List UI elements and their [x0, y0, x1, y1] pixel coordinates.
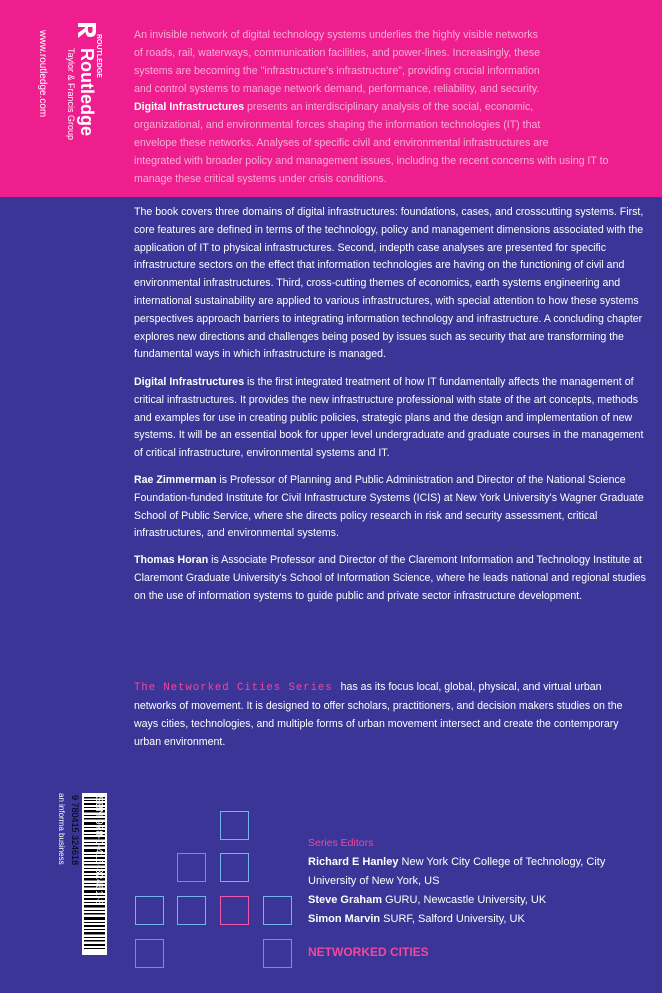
editor-entry: Steve Graham GURU, Newcastle University, UK [308, 894, 547, 906]
series-name: The Networked Cities Series [134, 682, 333, 694]
paragraph-author-horan: Thomas Horan is Associate Professor and Director of the Claremont Information and Technology Institute at Claremont Graduate University's School of Information Science, where he leads national and regional studies on the use of information systems to guide public and private sector infrastructure development. [134, 554, 646, 602]
series-description: The Networked Cities Series has as its focus local, global, physical, and virtual urban networks of movement. It is designed to offer scholars, practitioners, and decision makers studies on the ways cities, technologies, and multiple forms of urban movement intersect and create the contemporary urban environment. [134, 681, 623, 748]
motif-square [263, 939, 292, 968]
motif-square [220, 853, 249, 882]
intro-bold-title: Digital Infrastructures [134, 101, 245, 113]
motif-square [135, 939, 164, 968]
series-editors-heading: Series Editors [308, 837, 374, 849]
series-editors [308, 834, 648, 929]
editor-entry: Richard E Hanley New York City College of Technology, City University of New York, US [308, 856, 606, 887]
paragraph-treatment: Digital Infrastructures is the first integrated treatment of how IT fundamentally affects the management of critical infrastructures. It provides the new infrastructure professional with state of the art concepts, methods and examples for use in creating public policies, strategic plans and the design and implementation of new systems. It will be an essential book for upper level undergraduate and graduate courses in the management of critical infrastructure, environmental systems and IT. [134, 376, 644, 460]
motif-square [220, 896, 249, 925]
motif-square [177, 853, 206, 882]
motif-square [177, 896, 206, 925]
series-logo-text: NETWORKED CITIES [308, 945, 429, 959]
editor-entry: Simon Marvin SURF, Salford University, UK [308, 913, 525, 925]
publisher-name: Routledge [77, 48, 98, 136]
motif-square [135, 896, 164, 925]
motif-square [220, 811, 249, 840]
intro-text: An invisible network of digital technology systems underlies the highly visible networks of roads, rail, waterways, communication facilities, and power-lines. Increasingly, these systems are becoming the "infrastructure's infrastructure", providing crucial information and control systems to manage network demand, performance, reliability, and security. Digital Infrastructures presents an interdisciplinary analysis of the social, economic, organizational, and environmental forces shaping the information technologies (IT) that envelope these networks. Analyses of specific civil and environmental infrastructures are integrated with broader policy and management issues, including the recent concerns with using IT to manage these critical systems under crisis conditions. [134, 29, 609, 185]
isbn-label: ISBN 978-0-415-32461-8 [93, 793, 104, 905]
motif-square [263, 896, 292, 925]
publisher-subtitle: Taylor & Francis Group [66, 48, 76, 141]
paragraph-author-zimmerman: Rae Zimmerman is Professor of Planning and Public Administration and Director of the National Science Foundation-funded Institute for Civil Infrastructure Systems (ICIS) at New York University's Wagner Graduate School of Public Service, where she directs policy research in risk and security assessment, critical infrastructures, and environmental systems. [134, 474, 644, 540]
paragraph-domains: The book covers three domains of digital infrastructures: foundations, cases, and crosscutting systems. First, core features are defined in terms of the technology, policy and management dimensions associated with the application of IT to physical infrastructures. Second, indepth case analyses are presented for specific infrastructure sectors on the effect that information technologies are having on the functioning of civil and environmental infrastructures. Third, cross-cutting themes of economics, earth systems engineering and international sustainability are applied to various infrastructures, with special attention to how these systems perspectives approach barriers to integrating information technology and infrastructure. A concluding chapter explores new directions and challenges being posed by issues such as security that are transforming the fundamental ways in which infrastructure is managed. [134, 206, 644, 361]
